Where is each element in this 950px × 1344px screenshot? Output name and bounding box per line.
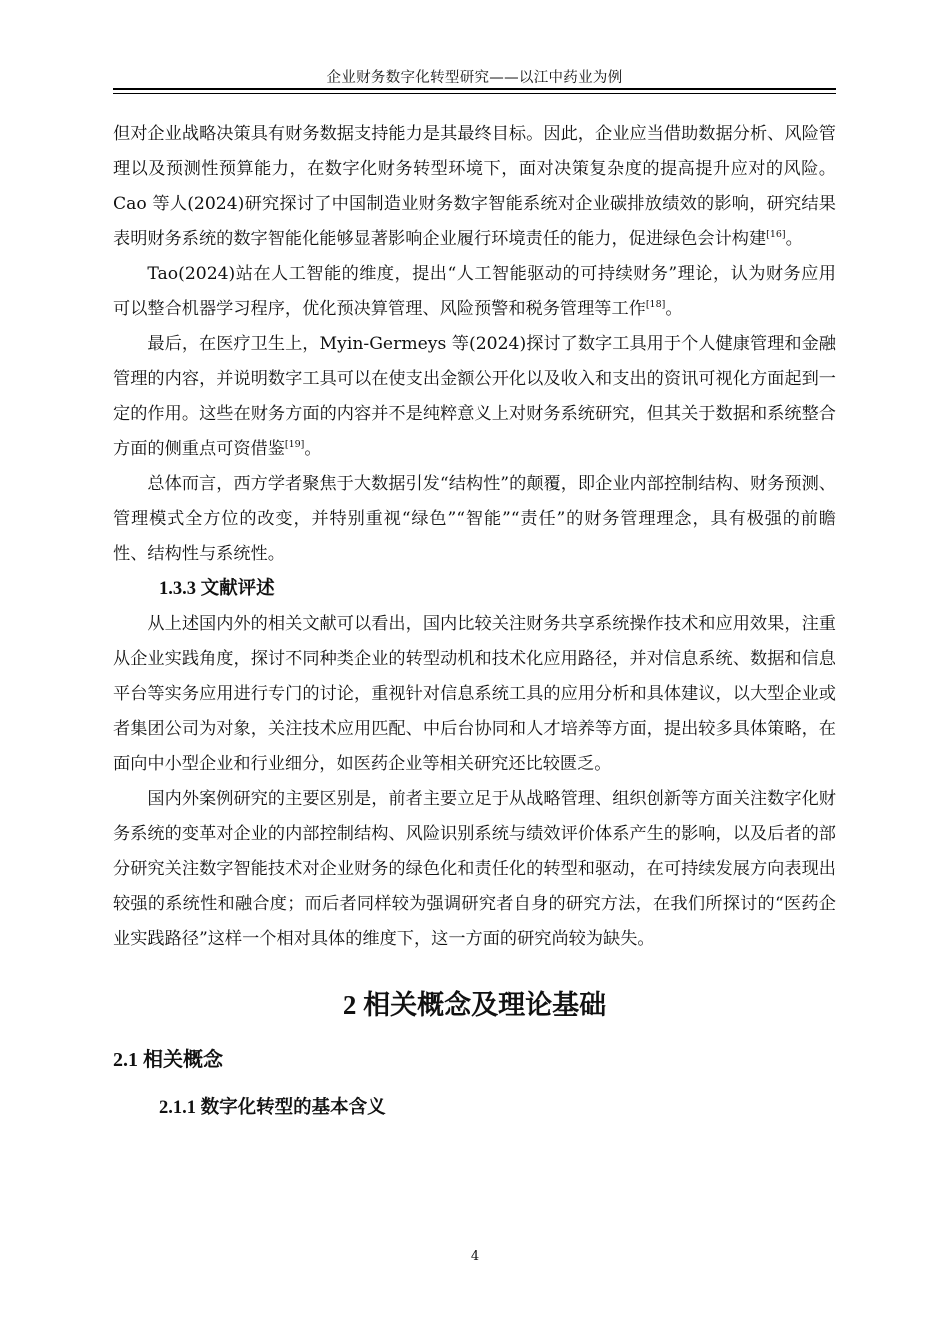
page-body (113, 117, 836, 1127)
paragraph-western-summary: 总体而言，西方学者聚焦于大数据引发“结构性”的颠覆，即企业内部控制结构、财务预测、管理模式全方位的改变，并特别重视“绿色”“智能”“责任”的财务管理理念，具有极强的前瞻性、结构性与系统性。 (113, 474, 836, 564)
paragraph-comparison: 国内外案例研究的主要区别是，前者主要立足于从战略管理、组织创新等方面关注数字化财务系统的变革对企业的内部控制结构、风险识别系统与绩效评价体系产生的影响，以及后者的部分研究关注数字智能技术对企业财务的绿色化和责任化的转型和驱动，在可持续发展方向表现出较强的系统性和融合度；而后者同样较为强调研究者自身的研究方法，在我们所探讨的“医药企业实践路径”这样一个相对具体的维度下，这一方面的研究尚较为缺失。 (113, 789, 836, 949)
citation: [18] (645, 299, 666, 310)
page-number: 4 (470, 1249, 480, 1264)
running-header: 企业财务数字化转型研究——以江中药业为例 (326, 70, 623, 86)
chapter-heading-2: 2 相关概念及理论基础 (342, 990, 607, 1020)
header-rule-thin (113, 93, 836, 94)
paragraph-tao-2024: Tao(2024)站在人工智能的维度，提出“人工智能驱动的可持续财务”理论，认为财务应用可以整合机器学习程序，优化预决算管理、风险预警和税务管理等工作[18]。 (113, 264, 836, 319)
paragraph-myin-germeys-2024: 最后，在医疗卫生上，Myin-Germeys 等(2024)探讨了数字工具用于个人健康管理和金融管理的内容，并说明数字工具可以在使支出金额公开化以及收入和支出的资讯可视化方面起到一定的作用。这些在财务方面的内容并不是纯粹意义上对财务系统研究，但其关于数据和系统整合方面的侧重点可资借鉴[19]。 (113, 334, 836, 459)
section-heading-2-1: 2.1 相关概念 (113, 1049, 223, 1071)
paragraph-cao-2024: 但对企业战略决策具有财务数据支持能力是其最终目标。因此，企业应当借助数据分析、风险管理以及预测性预算能力，在数字化财务转型环境下，面对决策复杂度的提高提升应对的风险。Cao 等人(2024)研究探讨了中国制造业财务数字智能系统对企业碳排放绩效的影响，研究结果表明财务系统的数字智能化能够显著影响企业履行环境责任的能力，促进绿色会计构建[16]。 (113, 124, 836, 249)
section-heading-2-1-1: 2.1.1 数字化转型的基本含义 (159, 1098, 386, 1118)
citation: [19] (284, 439, 305, 450)
paragraph-domestic-review: 从上述国内外的相关文献可以看出，国内比较关注财务共享系统操作技术和应用效果，注重从企业实践角度，探讨不同种类企业的转型动机和技术化应用路径，并对信息系统、数据和信息平台等实务应用进行专门的讨论，重视针对信息系统工具的应用分析和具体建议，以大型企业或者集团公司为对象，关注技术应用匹配、中后台协同和人才培养等方面，提出较多具体策略，在面向中小型企业和行业细分，如医药企业等相关研究还比较匮乏。 (113, 614, 836, 774)
header-rule-thick (113, 88, 836, 90)
citation: [16] (766, 229, 786, 240)
section-heading-1-3-3: 1.3.3 文献评述 (159, 579, 275, 599)
